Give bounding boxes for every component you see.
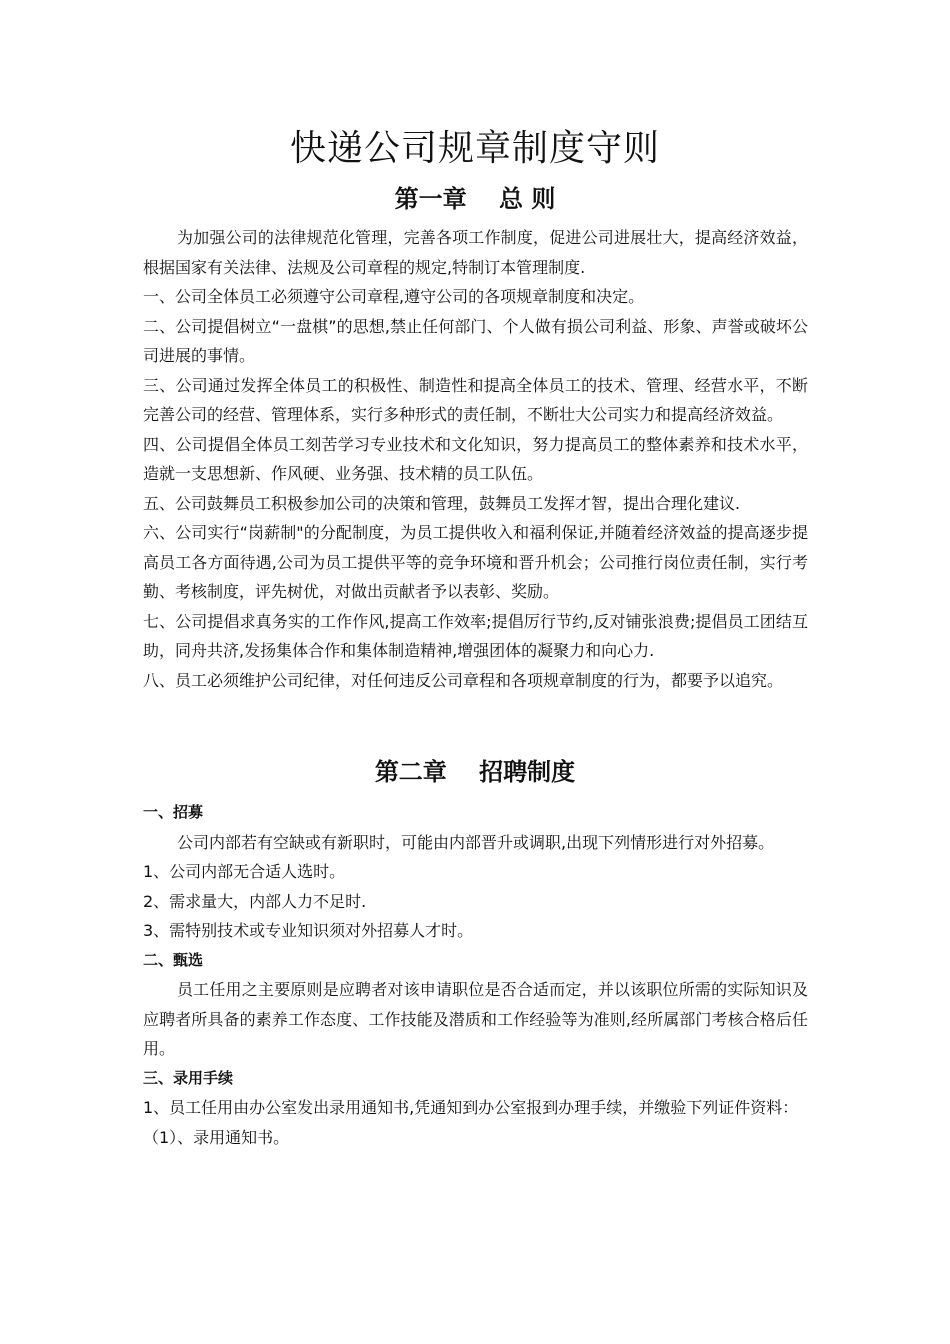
section-heading-recruit: 一、招募 [143, 803, 204, 821]
recruit-intro: 公司内部若有空缺或有新职时，可能由内部晋升或调职,出现下列情形进行对外招募。 [177, 832, 775, 852]
selection-text: 员工任用之主要原则是应聘者对该申请职位是否合适而定，并以该职位所需的实际知识及应聘者所具备的素养工作态度、工作技能及潜质和工作经验等为准则,经所属部门考核合格后任用。 [143, 980, 808, 1058]
chapter-1-item: 五、公司鼓舞员工积极参加公司的决策和管理，鼓舞员工发挥才智，提出合理化建议. [143, 493, 741, 513]
recruit-item: 2、需求量大，内部人力不足时. [143, 891, 367, 911]
chapter-1-item: 八、员工必须维护公司纪律，对任何违反公司章程和各项规章制度的行为，都要予以追究。 [143, 670, 784, 690]
document-title: 快递公司规章制度守则 [289, 128, 660, 169]
chapter-1-item: 六、公司实行“岗薪制"的分配制度，为员工提供收入和福利保证,并随着经济效益的提高逐步提高员工各方面待遇,公司为员工提供平等的竞争环境和晋升机会；公司推行岗位责任制，实行考勤、考核制度，评先树优，对做出贡献者予以表彰、奖励。 [143, 523, 808, 601]
chapter-1-heading: 第一章 总 则 [394, 185, 556, 213]
hiring-item: 1、员工任用由办公室发出录用通知书,凭通知到办公室报到办理手续，并缴验下列证件资料： [143, 1098, 799, 1117]
chapter-1-item: 一、公司全体员工必须遵守公司章程,遵守公司的各项规章制度和决定。 [143, 287, 645, 306]
chapter-1-item: 三、公司通过发挥全体员工的积极性、制造性和提高全体员工的技术、管理、经营水平，不断完善公司的经营、管理体系，实行多种形式的责任制，不断壮大公司实力和提高经济效益。 [143, 375, 808, 424]
recruit-item: 1、公司内部无合适人选时。 [143, 862, 346, 881]
chapter-1-intro: 为加强公司的法律规范化管理，完善各项工作制度，促进公司进展壮大，提高经济效益，根据国家有关法律、法规及公司章程的规定,特制订本管理制度. [143, 228, 808, 277]
chapter-1-body [143, 223, 808, 695]
chapter-1-item: 四、公司提倡全体员工刻苦学习专业技术和文化知识，努力提高员工的整体素养和技术水平，造就一支思想新、作风硬、业务强、技术精的员工队伍。 [143, 434, 808, 483]
hiring-item: （1）、录用通知书。 [143, 1127, 290, 1147]
section-heading-hiring: 三、录用手续 [143, 1068, 234, 1087]
recruit-item: 3、需特别技术或专业知识须对外招募人才时。 [143, 921, 474, 940]
chapter-1-item: 七、公司提倡求真务实的工作作风,提高工作效率;提倡厉行节约,反对铺张浪费;提倡员工团结互助，同舟共济,发扬集体合作和集体制造精神,增强团体的凝聚力和向心力. [143, 611, 808, 660]
section-heading-selection: 二、甄选 [143, 950, 204, 969]
chapter-2-heading: 第二章 招聘制度 [374, 758, 576, 786]
chapter-1-item: 二、公司提倡树立“一盘棋”的思想,禁止任何部门、个人做有损公司利益、形象、声誉或破坏公司进展的事情。 [143, 316, 808, 365]
chapter-2-body [143, 798, 808, 1152]
